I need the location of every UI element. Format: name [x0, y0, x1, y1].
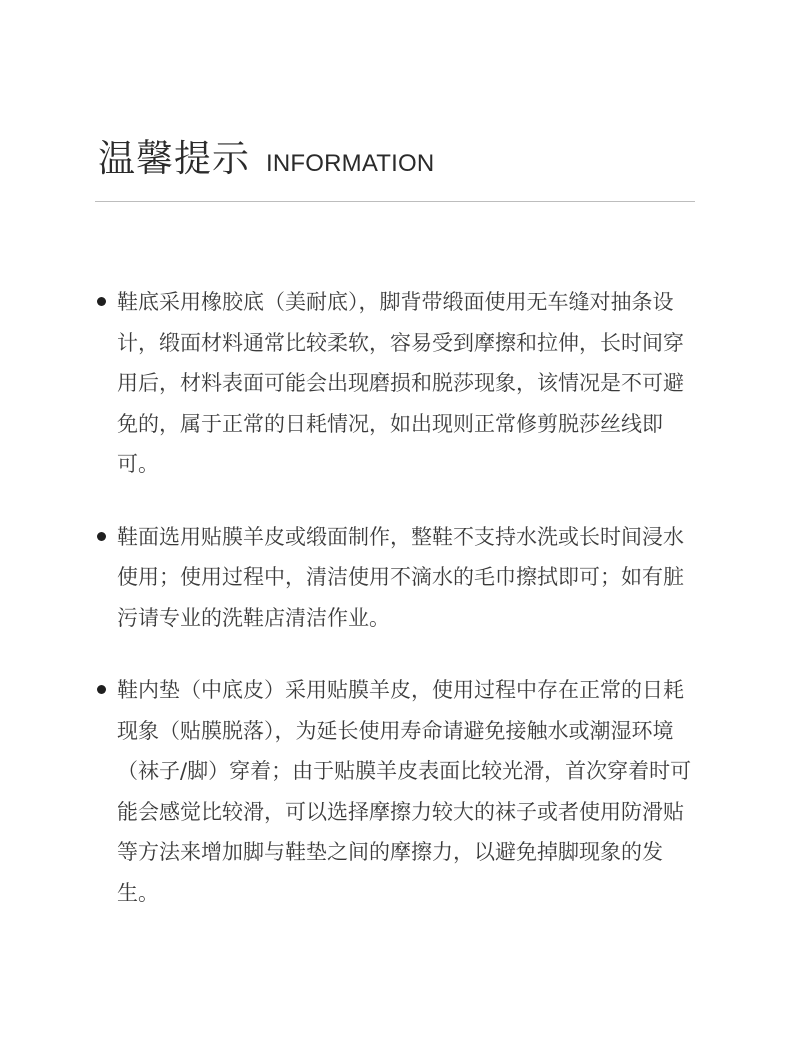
- list-item: [97, 670, 693, 913]
- note-text: 鞋内垫（中底皮）采用贴膜羊皮，使用过程中存在正常的日耗现象（贴膜脱落），为延长使用寿命请避免接触水或潮湿环境（袜子/脚）穿着；由于贴膜羊皮表面比较光滑，首次穿着时可能会感觉比较滑，可以选择摩擦力较大的袜子或者使用防滑贴等方法来增加脚与鞋垫之间的摩擦力，以避免掉脚现象的发生。: [117, 678, 692, 905]
- page-header: [98, 128, 434, 182]
- bullet-icon: [97, 685, 106, 694]
- page-subtitle: INFORMATION: [266, 150, 435, 177]
- list-item: [97, 517, 693, 639]
- list-item: [97, 282, 693, 485]
- bullet-icon: [97, 532, 106, 541]
- note-text: 鞋底采用橡胶底（美耐底），脚背带缎面使用无车缝对抽条设计，缎面材料通常比较柔软，容易受到摩擦和拉伸，长时间穿用后，材料表面可能会出现磨损和脱莎现象，该情况是不可避免的，属于正常的日耗情况，如出现则正常修剪脱莎丝线即可。: [117, 290, 684, 476]
- divider: [95, 201, 695, 202]
- page-title: 温馨提示: [98, 137, 250, 180]
- bullet-icon: [97, 297, 106, 306]
- notes-list: [97, 282, 693, 945]
- note-text: 鞋面选用贴膜羊皮或缎面制作，整鞋不支持水洗或长时间浸水使用；使用过程中，清洁使用不滴水的毛巾擦拭即可；如有脏污请专业的洗鞋店清洁作业。: [117, 524, 684, 630]
